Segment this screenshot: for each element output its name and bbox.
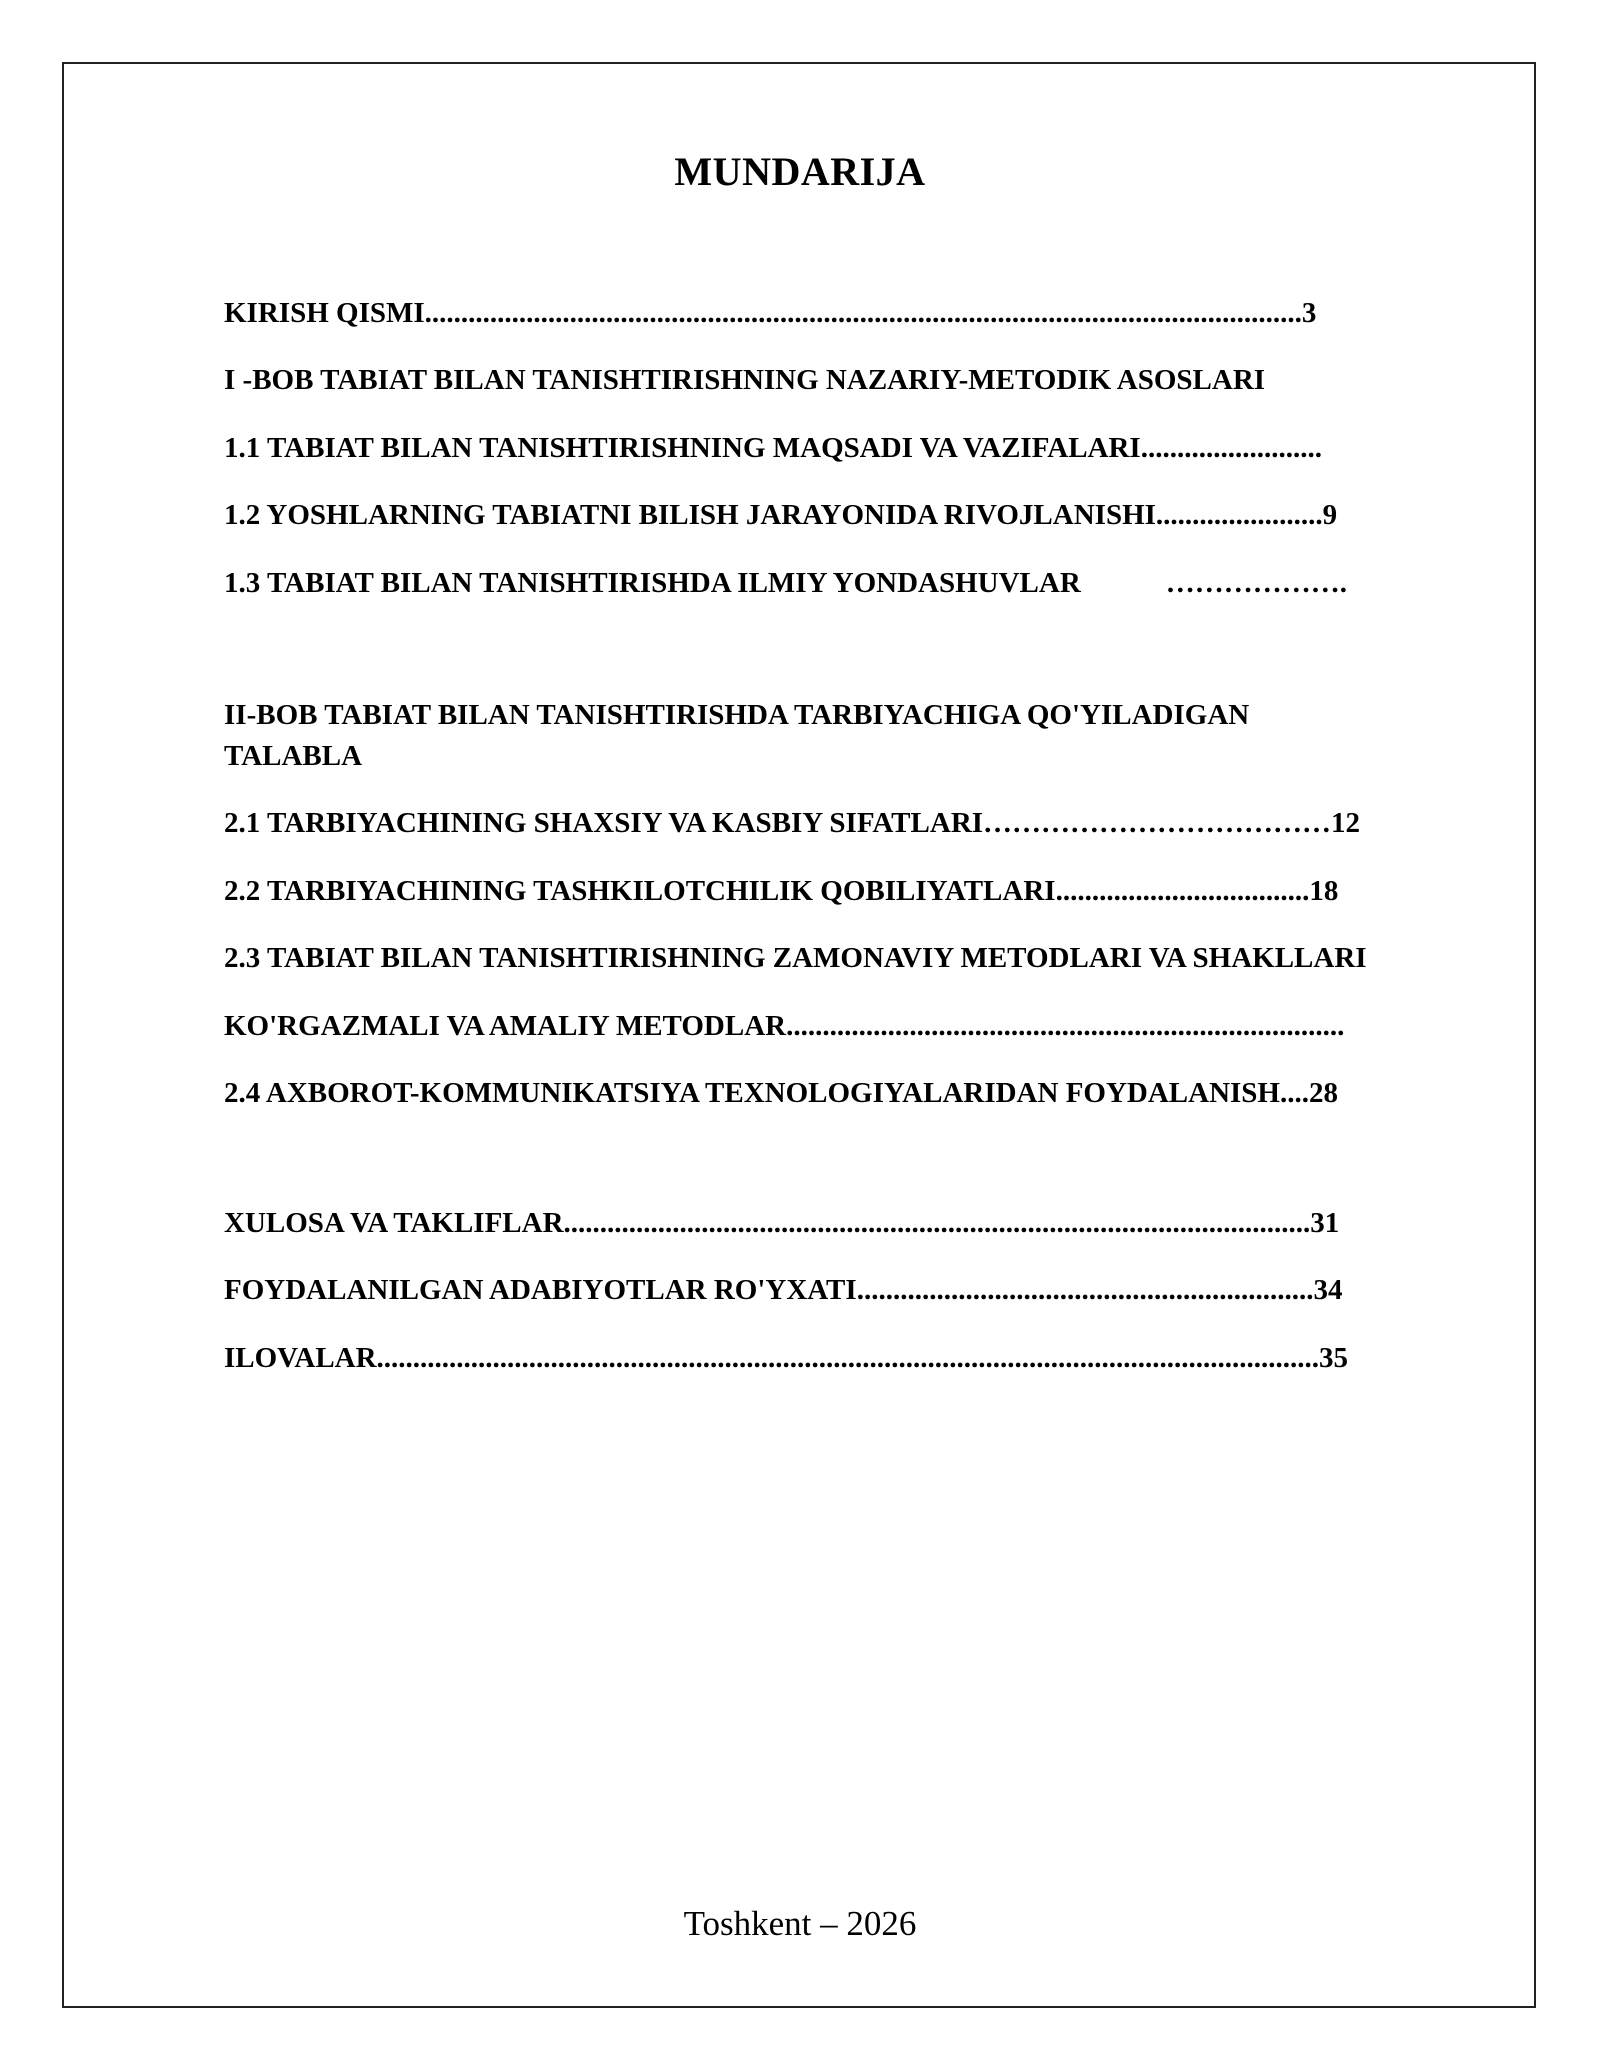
place-and-year: Toshkent – 2026 [683,1904,917,1943]
toc-entry-1-3-title: 1.3 TABIAT BILAN TANISHTIRISHDA ILMIY YONDASHUVLAR [224,567,1081,599]
toc-entry-1-3-leader: ………………. [1165,567,1348,599]
toc-entry-ilovalar: ILOVALAR..................................................................................................................................35 [224,1342,1349,1374]
page-title: MUNDARIJA [674,149,926,194]
toc-entry-2-2: 2.2 TARBIYACHINING TASHKILOTCHILIK QOBILIYATLARI...................................18 [224,875,1339,907]
toc-entry-2-1: 2.1 TARBIYACHINING SHAXSIY VA KASBIY SIFATLARI………………………………12 [224,807,1361,839]
toc-entry-korgazmali: KO'RGAZMALI VA AMALIY METODLAR............................................................................. [224,1010,1345,1042]
toc-entry-xulosa: XULOSA VA TAKLIFLAR.......................................................................................................31 [224,1207,1340,1239]
toc-entry-1-2: 1.2 YOSHLARNING TABIATNI BILISH JARAYONIDA RIVOJLANISHI.......................9 [224,499,1338,531]
toc-chapter-1: I -BOB TABIAT BILAN TANISHTIRISHNING NAZARIY-METODIK ASOSLARI [224,364,1266,396]
toc-entry-kirish: KIRISH QISMI.........................................................................................................................3 [224,297,1317,329]
toc-entry-2-4: 2.4 AXBOROT-KOMMUNIKATSIYA TEXNOLOGIYALARIDAN FOYDALANISH....28 [224,1077,1338,1109]
toc-entry-1-3 [224,566,1347,601]
toc-chapter-2: II-BOB TABIAT BILAN TANISHTIRISHDA TARBIYACHIGA QO'YILADIGAN TALABLA [224,699,1250,772]
toc-entry-1-1: 1.1 TABIAT BILAN TANISHTIRISHNING MAQSADI VA VAZIFALARI......................... [224,432,1322,464]
toc-entry-adabiyotlar: FOYDALANILGAN ADABIYOTLAR RO'YXATI...............................................................34 [224,1274,1343,1306]
toc-entry-2-3: 2.3 TABIAT BILAN TANISHTIRISHNING ZAMONAVIY METODLARI VA SHAKLLARI [224,942,1367,974]
